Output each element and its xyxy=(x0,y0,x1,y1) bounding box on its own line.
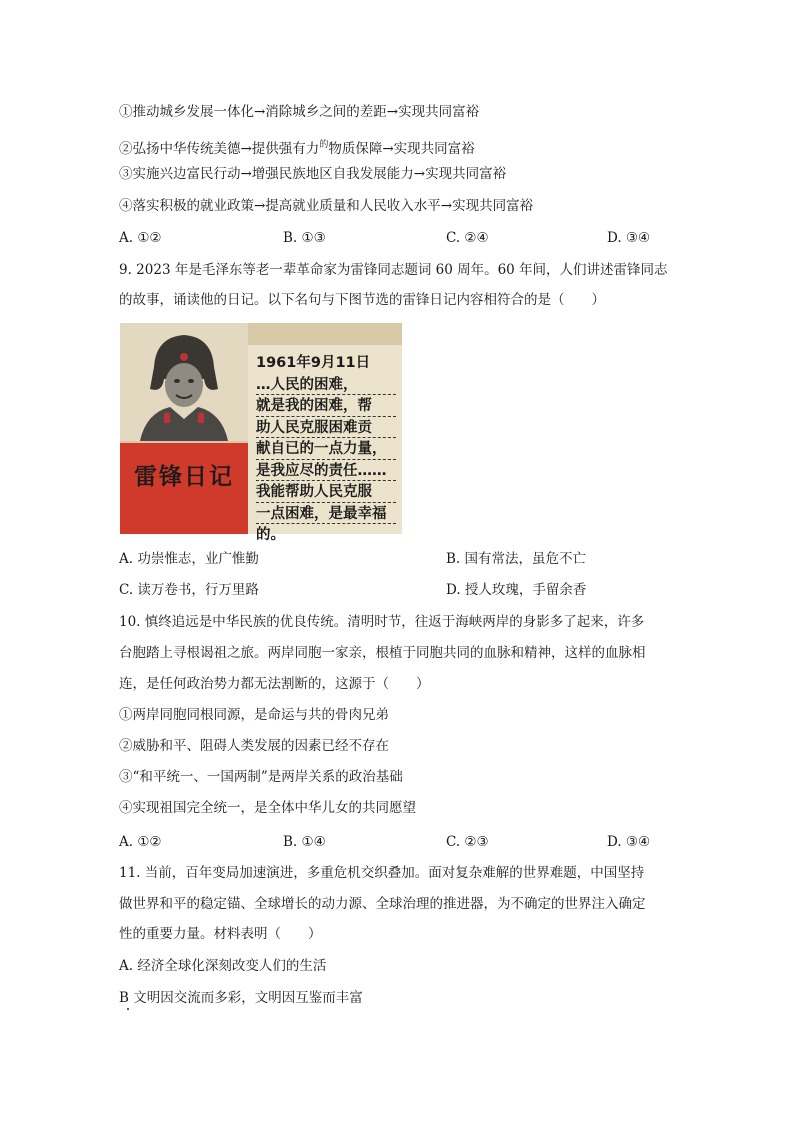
q10-option-4: ④实现祖国完全统一，是全体中华儿女的共同愿望 xyxy=(119,800,416,816)
diary-body: …人民的困难， 就是我的困难，帮 助人民克服困难贡 献自已的一点力量， 是我应尽的责任…… 我能帮助人民克服 一点困难，是最幸福 的。 xyxy=(256,376,387,543)
q11-choice-b: B 文明因交流而多彩，文明因互鉴而丰富 xyxy=(119,990,363,1006)
stray-dot xyxy=(127,1008,129,1010)
q8-choice-b: B. ①③ xyxy=(283,230,326,246)
q9-choice-d: D. 授人玫瑰，手留余香 xyxy=(446,582,587,598)
q10-choice-a: A. ①② xyxy=(119,834,162,850)
diary-excerpt xyxy=(256,353,398,547)
q10-stem-line-1: 10. 慎终追远是中华民族的优良传统。清明时节，往返于海峡两岸的身影多了起来，许多 xyxy=(119,614,645,630)
leifeng-portrait xyxy=(120,323,248,441)
diary-underline xyxy=(256,394,396,395)
diary-underline xyxy=(256,416,396,417)
q11-stem-line-1: 11. 当前，百年变局加速演进，多重危机交织叠加。面对复杂难解的世界难题，中国坚持 xyxy=(119,865,645,881)
q8-choice-c: C. ②④ xyxy=(446,230,489,246)
q10-option-3: ③“和平统一、一国两制”是两岸关系的政治基础 xyxy=(119,769,403,785)
q9-choice-a: A. 功崇惟志，业广惟勤 xyxy=(119,551,259,567)
q8-choice-d: D. ③④ xyxy=(607,230,651,246)
q8-option-1: ①推动城乡发展一体化→消除城乡之间的差距→实现共同富裕 xyxy=(119,104,480,120)
q10-option-2: ②威胁和平、阻碍人类发展的因素已经不存在 xyxy=(119,738,389,754)
diary-title: 雷锋日记 xyxy=(134,464,234,490)
q8-choice-a: A. ①② xyxy=(119,230,162,246)
q9-choice-b: B. 国有常法，虽危不亡 xyxy=(446,551,587,567)
q8-option-2: ②弘扬中华传统美德→提供强有力$^的$物质保障→实现共同富裕 xyxy=(119,140,475,157)
leifeng-diary-image xyxy=(120,323,402,543)
q8-option-3: ③实施兴边富民行动→增强民族地区自我发展能力→实现共同富裕 xyxy=(119,166,507,182)
q10-choice-d: D. ③④ xyxy=(607,834,651,850)
diary-date: 1961年9月11日 xyxy=(256,355,371,371)
q10-stem-line-2: 台胞踏上寻根谒祖之旅。两岸同胞一家亲，根植于同胞共同的血脉和精神，这样的血脉相 xyxy=(119,645,646,661)
diary-underline xyxy=(256,480,396,481)
q11-choice-a: A. 经济全球化深刻改变人们的生活 xyxy=(119,958,327,974)
diary-underline xyxy=(256,459,396,460)
q9-stem-line-1: 9. 2023 年是毛泽东等老一辈革命家为雷锋同志题词 60 周年。60 年间，人们讲述雷锋同志 xyxy=(119,262,668,278)
soldier-portrait-icon xyxy=(120,323,248,441)
q8-option-4: ④落实积极的就业政策→提高就业质量和人民收入水平→实现共同富裕 xyxy=(119,198,534,214)
q9-choice-c: C. 读万卷书，行万里路 xyxy=(119,582,259,598)
q10-option-1: ①两岸同胞同根同源，是命运与共的骨肉兄弟 xyxy=(119,707,389,723)
q11-stem-line-3: 性的重要力量。材料表明（ ） xyxy=(119,926,322,942)
q10-choice-b: B. ①④ xyxy=(283,834,326,850)
diary-underline xyxy=(256,502,396,503)
q11-stem-line-2: 做世界和平的稳定锚、全球增长的动力源、全球治理的推进器，为不确定的世界注入确定 xyxy=(119,896,646,912)
q8-option-2-superscript: 的 xyxy=(319,140,329,150)
q9-stem-line-2: 的故事，诵读他的日记。以下名句与下图节选的雷锋日记内容相符合的是（ ） xyxy=(119,292,605,308)
q10-choice-c: C. ②③ xyxy=(446,834,489,850)
diary-underline xyxy=(256,523,396,524)
diary-underline xyxy=(256,437,396,438)
q10-stem-line-3: 连，是任何政治势力都无法割断的，这源于（ ） xyxy=(119,676,430,692)
